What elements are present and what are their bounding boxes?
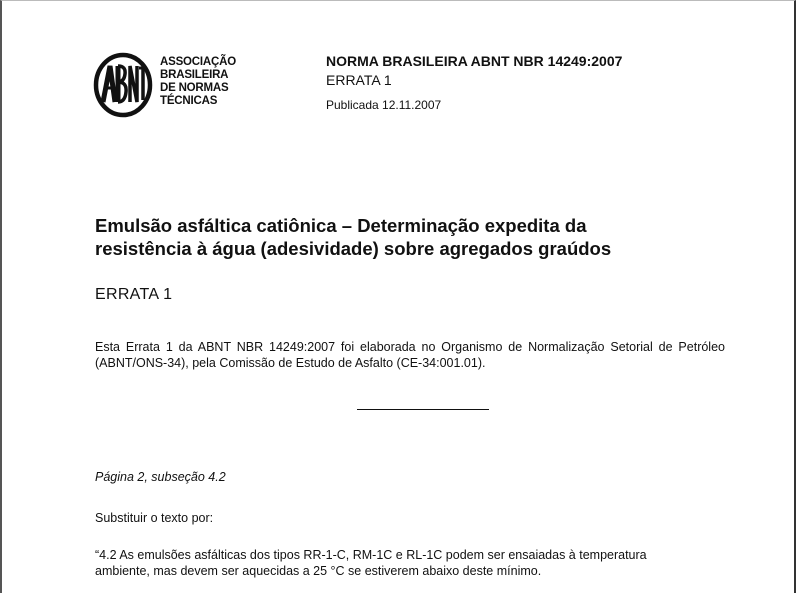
- errata-heading: ERRATA 1: [95, 286, 173, 303]
- document-title-line-2: resistência à água (adesividade) sobre agregados graúdos: [95, 238, 612, 259]
- document-title: [95, 214, 715, 260]
- separator-line: [357, 409, 489, 410]
- quote-line-2: ambiente, mas devem ser aquecidas a 25 °C se estiverem abaixo deste mínimo.: [95, 564, 542, 578]
- logo-line-4: TÉCNICAS: [160, 95, 218, 107]
- document-title-line-1: Emulsão asfáltica catiônica – Determinação expedita da: [95, 215, 587, 236]
- errata-label: ERRATA 1: [326, 72, 392, 88]
- logo-line-1: ASSOCIAÇÃO: [160, 56, 236, 68]
- intro-paragraph: Esta Errata 1 da ABNT NBR 14249:2007 foi elaborada no Organismo de Normalização Setorial de Petróleo (ABNT/ONS-34), pela Comissão de Estudo de Asfalto (CE-34:001.01).: [95, 340, 725, 370]
- quote-line-1: “4.2 As emulsões asfálticas dos tipos RR-1-C, RM-1C e RL-1C podem ser ensaiadas à temperatura: [95, 548, 647, 562]
- page-reference: Página 2, subseção 4.2: [95, 470, 226, 484]
- logo-wordmark: [160, 56, 236, 108]
- logo-line-3: DE NORMAS: [160, 82, 229, 94]
- logo-line-2: BRASILEIRA: [160, 69, 229, 81]
- abnt-logo-icon: [93, 52, 153, 118]
- replacement-quote: [95, 547, 735, 579]
- publication-date: Publicada 12.11.2007: [326, 98, 442, 112]
- standard-title: NORMA BRASILEIRA ABNT NBR 14249:2007: [326, 53, 623, 69]
- replace-instruction: Substituir o texto por:: [95, 511, 214, 525]
- abnt-logo: [93, 52, 243, 118]
